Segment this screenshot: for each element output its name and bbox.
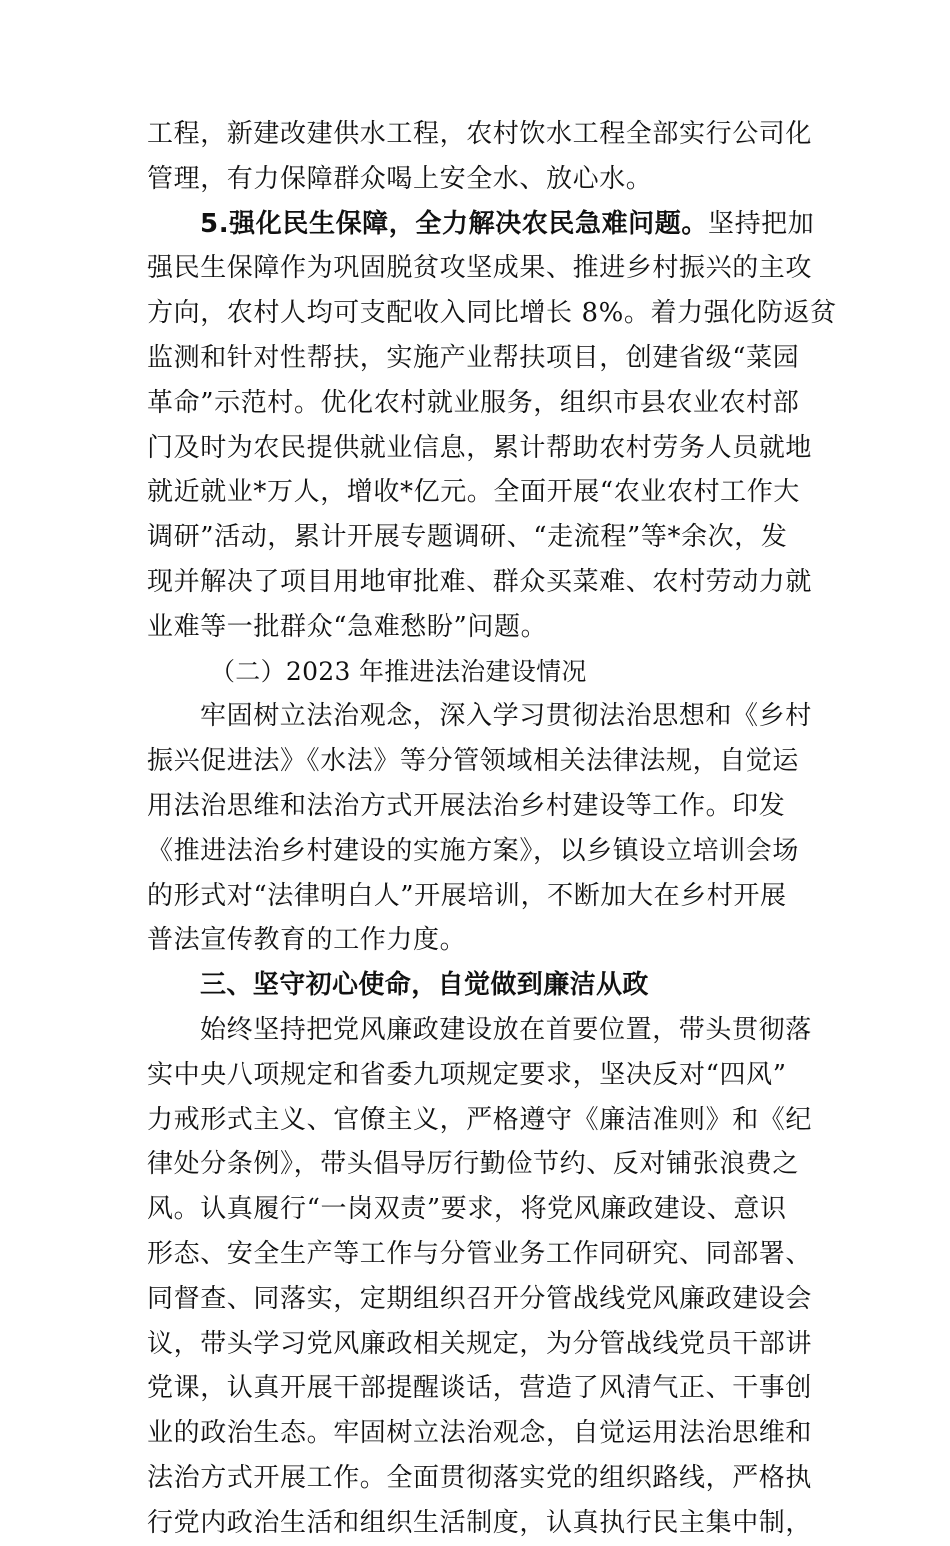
text-line: 工程，新建改建供水工程，农村饮水工程全部实行公司化 xyxy=(147,119,813,149)
text-line: 革命”示范村。优化农村就业服务，组织市县农业农村部 xyxy=(147,387,800,418)
text-line: 现并解决了项目用地审批难、群众买菜难、农村劳动力就 xyxy=(147,566,813,597)
text-line: 行党内政治生活和组织生活制度，认真执行民主集中制， xyxy=(147,1507,813,1538)
subsection-heading: （二）2023 年推进法治建设情况 xyxy=(210,656,587,686)
text-line: 律处分条例》，带头倡导厉行勤俭节约、反对铺张浪费之 xyxy=(147,1149,800,1180)
text-line: 门及时为农民提供就业信息，累计帮助农村劳务人员就地 xyxy=(147,432,813,463)
text-span: 坚持把加 xyxy=(707,208,815,239)
section-3-heading: 三、坚守初心使命，自觉做到廉洁从政 xyxy=(200,970,649,1001)
text-line: 力戒形式主义、官僚主义，严格遵守《廉洁准则》和《纪 xyxy=(147,1104,813,1135)
section-5-lead-line xyxy=(147,202,815,247)
text-line: 议，带头学习党风廉政相关规定，为分管战线党员干部讲 xyxy=(147,1328,813,1359)
text-line: 振兴促进法》《水法》等分管领域相关法律法规，自觉运 xyxy=(147,746,800,777)
text-line: 业的政治生态。牢固树立法治观念，自觉运用法治思维和 xyxy=(147,1418,813,1449)
text-line: 风。认真履行“一岗双责”要求，将党风廉政建设、意识 xyxy=(147,1194,787,1225)
section-5-heading: 5.强化民生保障，全力解决农民急难问题。 xyxy=(200,208,708,239)
text-line: 的形式对“法律明白人”开展培训，不断加大在乡村开展 xyxy=(147,880,787,911)
text-line: 强民生保障作为巩固脱贫攻坚成果、推进乡村振兴的主攻 xyxy=(147,253,813,284)
text-line: 管理，有力保障群众喝上安全水、放心水。 xyxy=(147,163,653,194)
text-line: 党课，认真开展干部提醒谈话，营造了风清气正、干事创 xyxy=(147,1373,813,1404)
text-line: 监测和针对性帮扶，实施产业帮扶项目，创建省级“菜园 xyxy=(147,342,800,373)
paragraph-first-line: 始终坚持把党风廉政建设放在首要位置，带头贯彻落 xyxy=(200,1014,812,1045)
text-line: 普法宣传教育的工作力度。 xyxy=(147,925,467,956)
text-line: 同督查、同落实，定期组织召开分管战线党风廉政建设会 xyxy=(147,1283,813,1314)
document-body xyxy=(147,112,837,1546)
text-line: 调研”活动，累计开展专题调研、“走流程”等*余次，发 xyxy=(147,522,788,553)
paragraph-first-line: 牢固树立法治观念，深入学习贯彻法治思想和《乡村 xyxy=(200,701,812,732)
text-line: 法治方式开展工作。全面贯彻落实党的组织路线，严格执 xyxy=(147,1462,813,1493)
text-line: 形态、安全生产等工作与分管业务工作同研究、同部署、 xyxy=(147,1238,813,1269)
text-line: 就近就业*万人，增收*亿元。全面开展“农业农村工作大 xyxy=(147,477,800,508)
text-line: 方向，农村人均可支配收入同比增长 8%。着力强化防返贫 xyxy=(147,298,837,329)
text-line: 实中央八项规定和省委九项规定要求，坚决反对“四风” xyxy=(147,1059,787,1090)
text-line: 《推进法治乡村建设的实施方案》，以乡镇设立培训会场 xyxy=(147,835,800,866)
text-line: 用法治思维和法治方式开展法治乡村建设等工作。印发 xyxy=(147,790,786,821)
text-line: 业难等一批群众“急难愁盼”问题。 xyxy=(147,611,548,642)
